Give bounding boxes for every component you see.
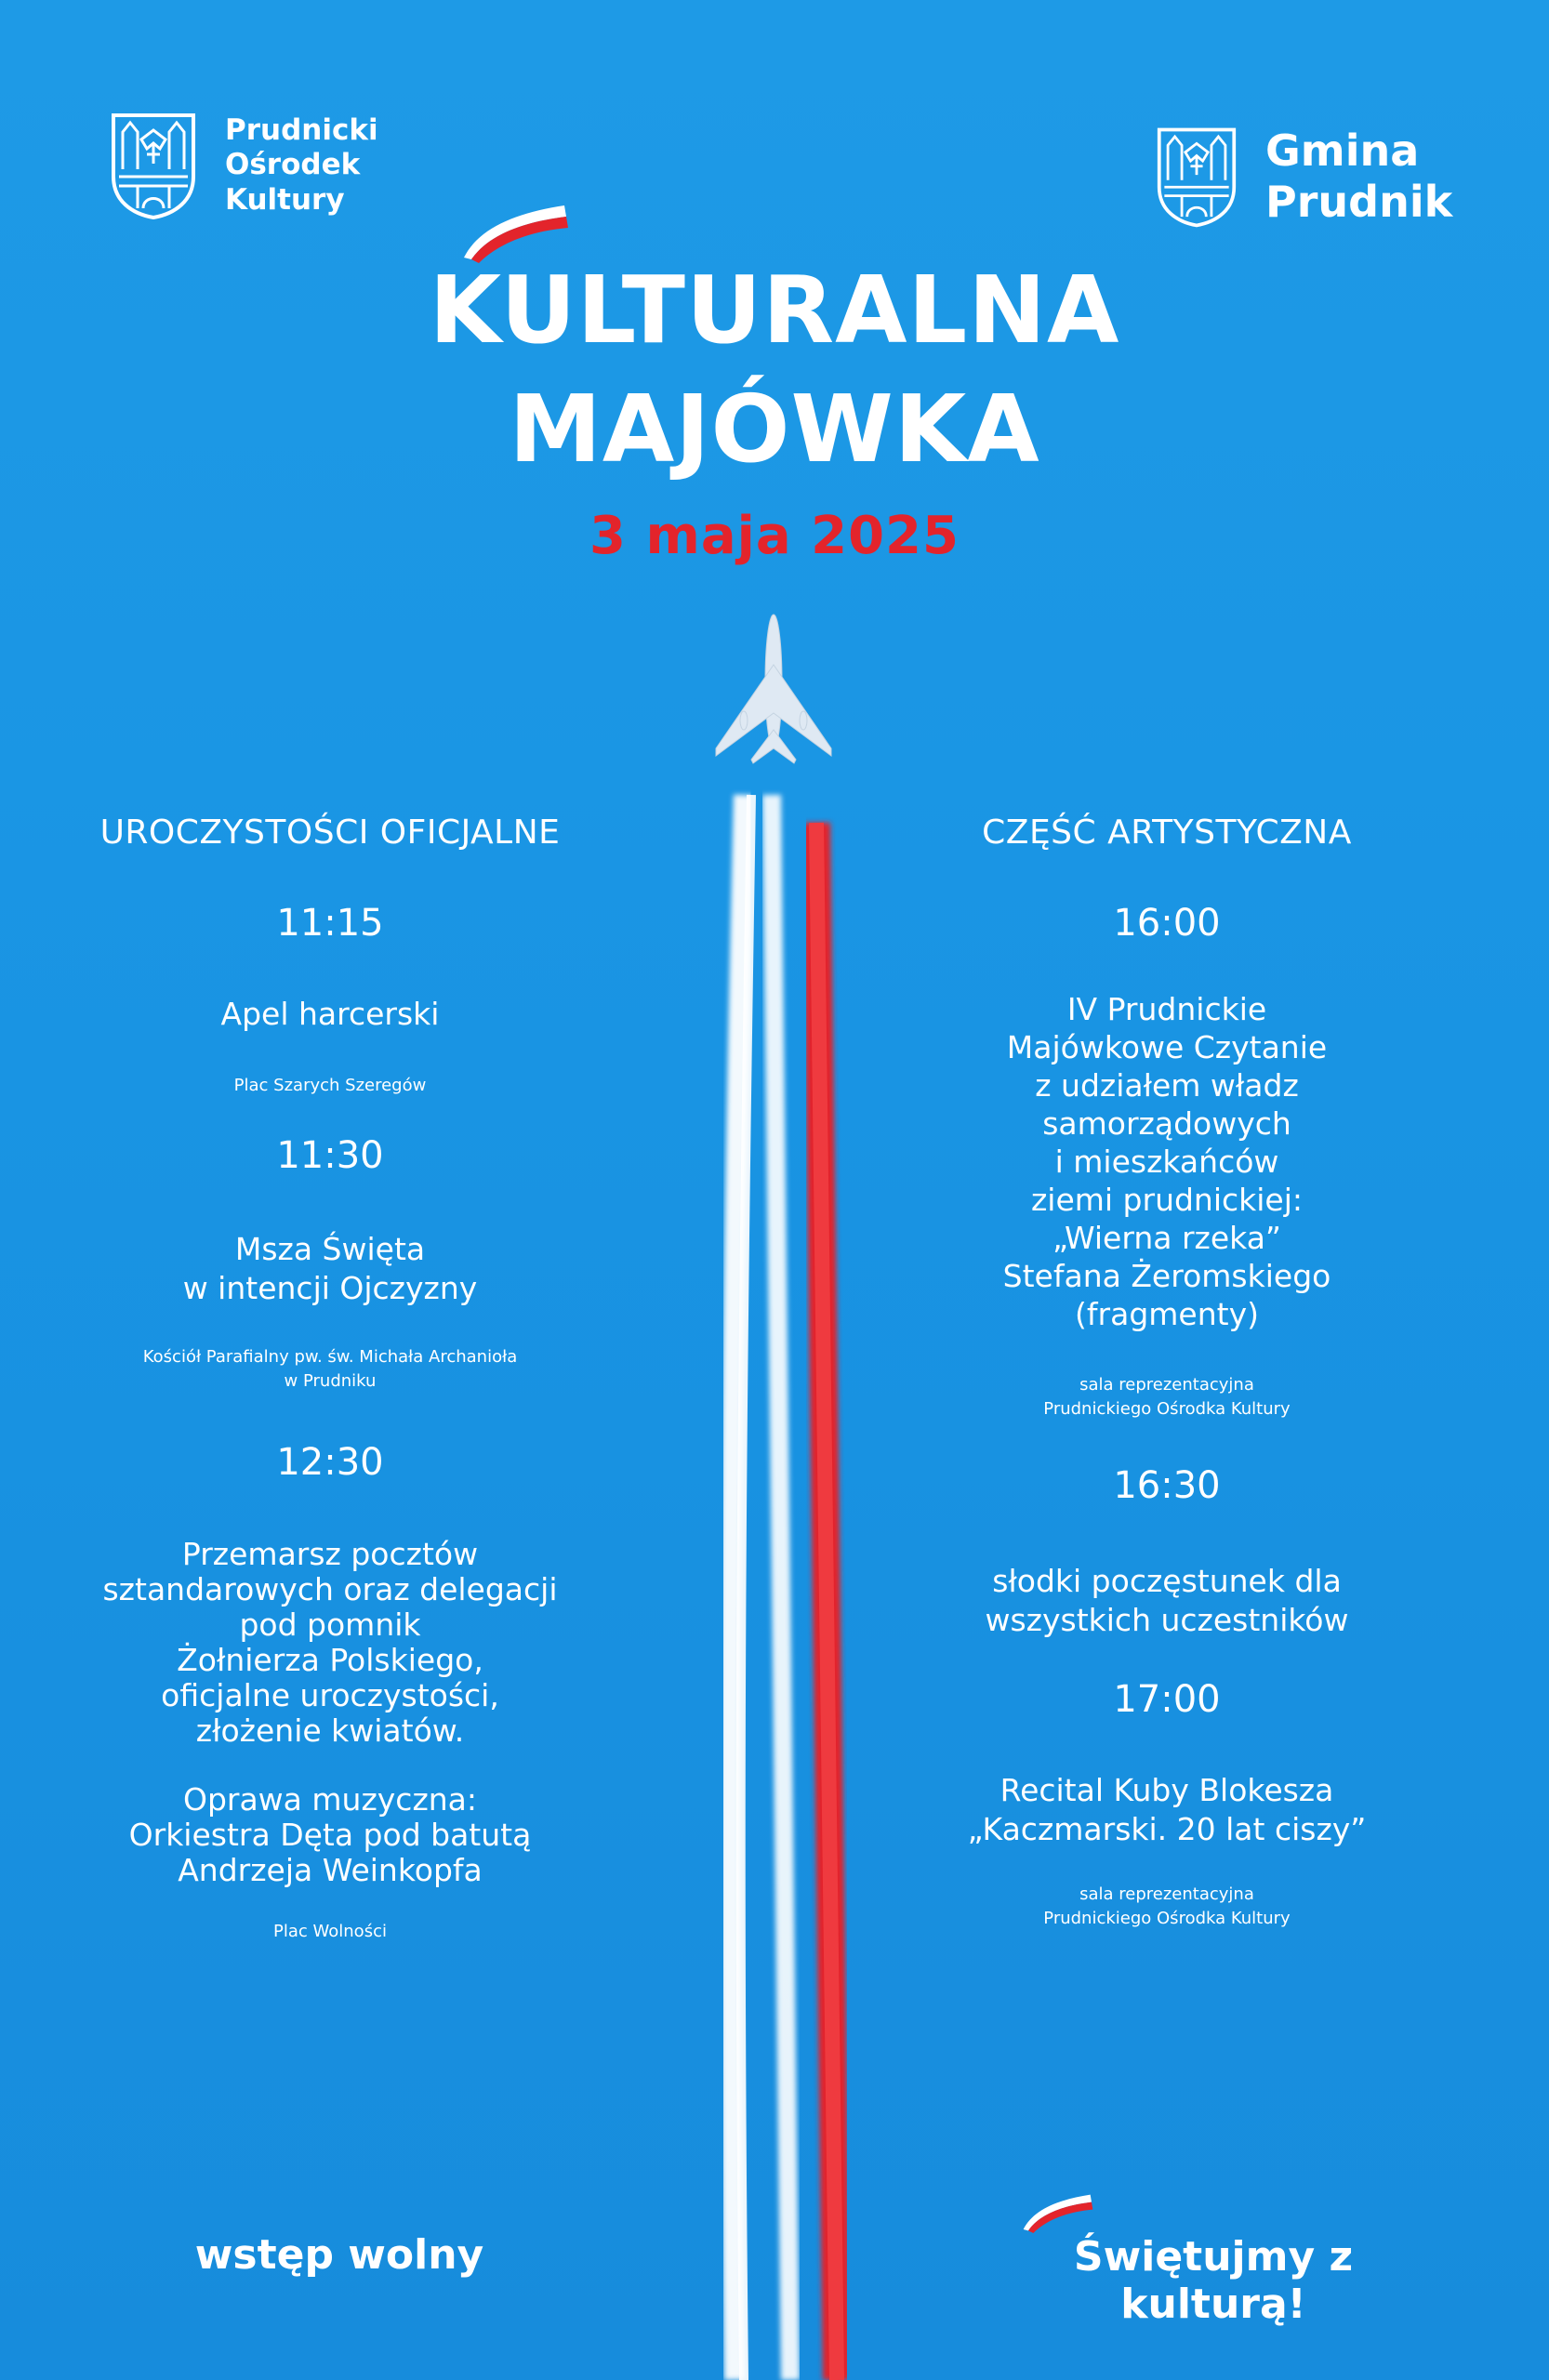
event-time: 16:30 (1113, 1464, 1221, 1507)
event-title: Recital Kuby Blokesza „Kaczmarski. 20 lat ciszy” (967, 1772, 1367, 1847)
event-note: Oprawa muzyczna: Orkiestra Dęta pod batutą Andrzeja Weinkopfa (128, 1781, 532, 1888)
event-time: 17:00 (1113, 1678, 1221, 1721)
event-title: IV Prudnickie Majówkowe Czytanie z udziałem władz samorządowych i mieszkańców ziemi prudnickiej: „Wierna rzeka” Stefana Żeromskiego (fragmenty) (1002, 991, 1331, 1332)
logo-right-line: Prudnik (1265, 177, 1453, 228)
event-venue: Plac Szarych Szeregów (233, 1076, 427, 1095)
airplane-icon (716, 615, 831, 763)
logo-right-name (1265, 126, 1452, 228)
contrail (651, 609, 893, 2380)
slogan: Świętujmy z kulturą! (1073, 2233, 1354, 2328)
logo-left-name (225, 113, 378, 218)
event-time: 11:15 (276, 902, 384, 945)
event-venue: sala reprezentacyjna Prudnickiego Ośrodka Kultury (1043, 1884, 1291, 1928)
prudnik-crest-icon (110, 112, 197, 219)
logo-left-line: Kultury (225, 182, 345, 217)
event-title: Msza Święta w intencji Ojczyzny (182, 1231, 478, 1306)
prudnik-crest-icon (1156, 126, 1238, 228)
section-heading-official: UROCZYSTOŚCI OFICJALNE (99, 813, 561, 852)
logo-left-line: Prudnicki (225, 113, 378, 148)
event-title: Apel harcerski (220, 996, 440, 1032)
event-venue: Plac Wolności (273, 1922, 387, 1941)
logo-prudnicki-osrodek-kultury (110, 112, 378, 219)
page-title-line-1: KULTURALNA (429, 256, 1120, 364)
event-title: Przemarsz pocztów sztandarowych oraz delegacji pod pomnik Żołnierza Polskiego, oficjalne uroczystości, złożenie kwiatów. (102, 1536, 558, 1749)
event-title: słodki poczęstunek dla wszystkich uczestników (985, 1563, 1349, 1638)
event-time: 12:30 (276, 1441, 384, 1484)
page-title-line-2: MAJÓWKA (509, 375, 1040, 483)
white-smoke-trail-right (772, 795, 790, 2380)
section-heading-artistic: CZĘŚĆ ARTYSTYCZNA (982, 813, 1352, 852)
event-venue: sala reprezentacyjna Prudnickiego Ośrodka Kultury (1043, 1375, 1291, 1419)
event-date: 3 maja 2025 (589, 506, 960, 566)
logo-gmina-prudnik (1156, 126, 1452, 228)
title-block (0, 251, 1549, 566)
logo-right-line: Gmina (1265, 126, 1420, 176)
free-entry-label: wstęp wolny (194, 2231, 484, 2279)
event-venue: Kościół Parafialny pw. św. Michała Archanioła w Prudniku (142, 1347, 518, 1391)
event-time: 16:00 (1113, 902, 1221, 945)
polish-flag-ribbon-icon (1021, 2189, 1095, 2236)
event-time: 11:30 (276, 1134, 384, 1177)
logo-left-line: Ośrodek (225, 148, 361, 182)
red-smoke-trail-core (816, 823, 837, 2380)
